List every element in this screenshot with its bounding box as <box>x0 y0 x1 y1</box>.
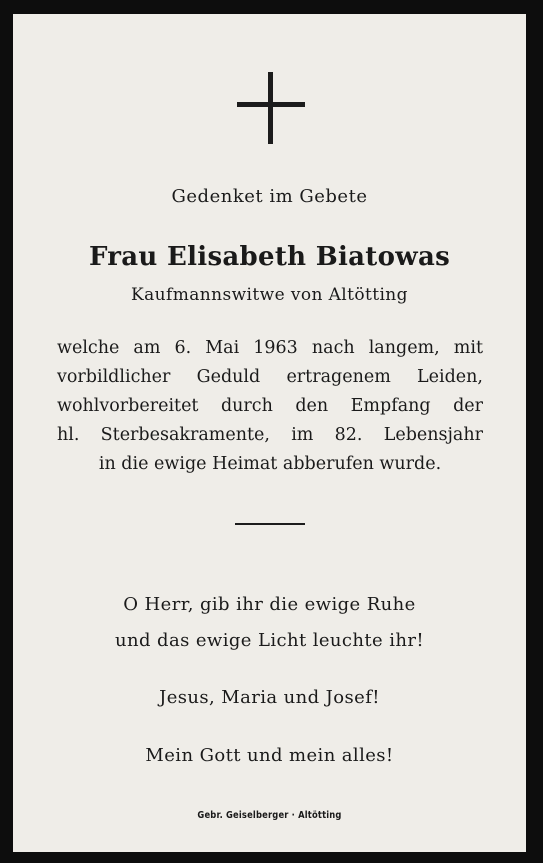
obituary-line: in die ewige Heimat abberufen wurde. <box>98 454 442 474</box>
divider-line <box>235 523 305 525</box>
memorial-card <box>13 14 526 852</box>
prayer-line: O Herr, gib ihr die ewige Ruhe <box>123 594 416 615</box>
cross-vertical-bar <box>268 72 273 144</box>
prayer-line: Mein Gott und mein alles! <box>145 745 394 766</box>
cross-horizontal-bar <box>237 102 305 107</box>
prayer-line: Jesus, Maria und Josef! <box>159 687 380 708</box>
obituary-line: vorbildlicher Geduld ertragenem Leiden, <box>57 367 483 387</box>
obituary-line: wohlvorbereitet durch den Empfang der <box>57 396 483 416</box>
deceased-role: Kaufmannswitwe von Altötting <box>131 285 408 305</box>
obituary-line: hl. Sterbesakramente, im 82. Lebensjahr <box>57 425 483 445</box>
obituary-text <box>57 334 483 479</box>
prayer-line: und das ewige Licht leuchte ihr! <box>115 630 424 651</box>
deceased-name: Frau Elisabeth Biatowas <box>88 242 451 272</box>
intro-text: Gedenket im Gebete <box>171 186 368 207</box>
printer-credit: Gebr. Geiselberger · Altötting <box>197 810 342 821</box>
obituary-line: welche am 6. Mai 1963 nach langem, mit <box>57 338 483 358</box>
cross-icon <box>237 72 305 144</box>
